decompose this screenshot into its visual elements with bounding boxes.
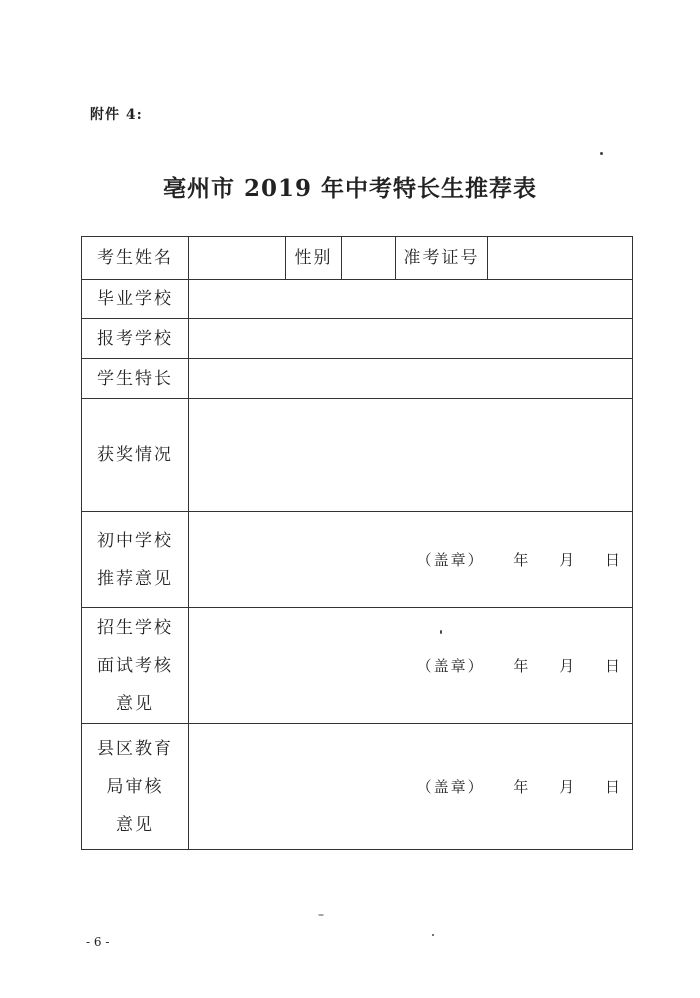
day-text: 日	[604, 778, 622, 796]
name-field	[189, 237, 286, 280]
junior-rec-label-line: 推荐意见	[97, 568, 173, 589]
year-text: 年	[513, 778, 531, 796]
scan-speck	[318, 914, 324, 916]
row-junior-recommendation	[82, 512, 633, 608]
scan-speck	[600, 152, 603, 155]
seal-text: （盖章）	[416, 778, 485, 796]
page-number: - 6 -	[86, 935, 110, 949]
grad-school-field	[189, 280, 633, 319]
admission-label	[82, 608, 189, 724]
exam-id-field	[488, 237, 633, 280]
row-admission-interview	[82, 608, 633, 724]
junior-rec-label-line: 初中学校	[97, 530, 173, 551]
day-text: 日	[604, 551, 622, 569]
year-text: 年	[513, 657, 531, 675]
recommendation-form-table	[81, 236, 633, 850]
county-label-line: 局审核	[106, 776, 164, 797]
apply-school-label: 报考学校	[82, 319, 189, 359]
gender-label: 性别	[286, 237, 342, 280]
seal-text: （盖章）	[416, 551, 485, 569]
row-county-review	[82, 724, 633, 850]
county-label-line: 意见	[116, 814, 154, 835]
junior-rec-seal-line	[189, 512, 633, 608]
apply-school-field	[189, 319, 633, 359]
scan-speck	[432, 934, 434, 936]
awards-field	[189, 399, 633, 512]
row-grad-school	[82, 280, 633, 319]
name-label: 考生姓名	[82, 237, 189, 280]
county-label-line: 县区教育	[97, 738, 173, 759]
awards-label: 获奖情况	[82, 399, 189, 512]
row-awards	[82, 399, 633, 512]
attachment-label: 附件 4:	[90, 107, 143, 123]
seal-text: （盖章）	[416, 657, 485, 675]
year-text: 年	[513, 551, 531, 569]
county-seal-line	[189, 724, 633, 850]
row-specialty	[82, 359, 633, 399]
specialty-field	[189, 359, 633, 399]
row-apply-school	[82, 319, 633, 359]
month-text: 月	[559, 657, 577, 675]
admission-label-line: 意见	[116, 693, 154, 714]
exam-id-label: 准考证号	[396, 237, 488, 280]
day-text: 日	[604, 657, 622, 675]
grad-school-label: 毕业学校	[82, 280, 189, 319]
gender-field	[342, 237, 396, 280]
specialty-label: 学生特长	[82, 359, 189, 399]
admission-seal-line	[189, 608, 633, 724]
admission-label-line: 招生学校	[97, 617, 173, 638]
month-text: 月	[559, 551, 577, 569]
junior-rec-label	[82, 512, 189, 608]
scan-speck	[440, 630, 442, 634]
county-label	[82, 724, 189, 850]
month-text: 月	[559, 778, 577, 796]
form-title: 亳州市 2019 年中考特长生推荐表	[162, 175, 538, 202]
row-name	[82, 237, 633, 280]
admission-label-line: 面试考核	[97, 655, 173, 676]
